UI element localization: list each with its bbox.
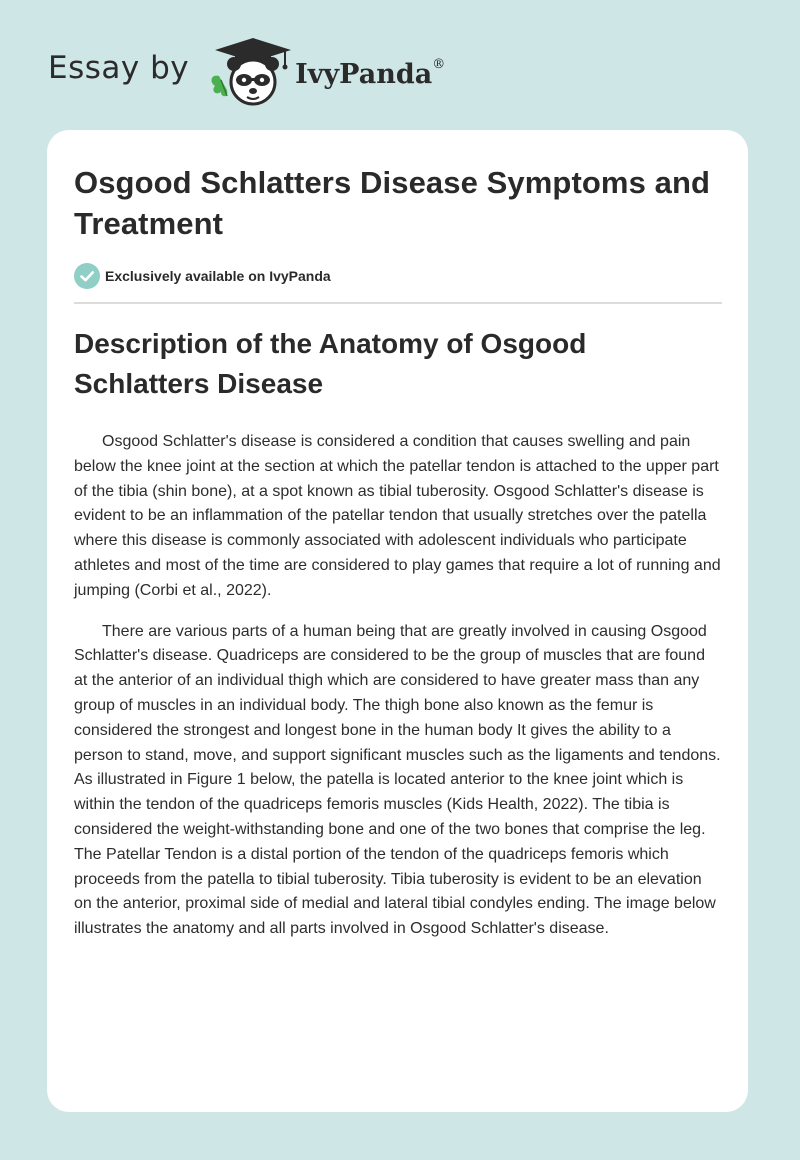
article-title: Osgood Schlatters Disease Symptoms and Treatment xyxy=(74,165,711,241)
brand-prefix: Essay by xyxy=(48,50,190,86)
article-card xyxy=(47,130,748,1112)
panda-graduate-icon xyxy=(205,36,293,108)
divider xyxy=(74,302,722,304)
exclusive-badge xyxy=(74,262,722,290)
brand-name: IvyPanda® xyxy=(295,56,446,90)
badge-text: Exclusively available on IvyPanda xyxy=(105,268,331,284)
site-brand[interactable] xyxy=(48,36,445,108)
check-circle-icon xyxy=(74,263,100,289)
section-heading: Description of the Anatomy of Osgood Schlatters Disease xyxy=(74,328,587,399)
paragraph-1: Osgood Schlatter's disease is considered a condition that causes swelling and pain below the knee joint at the section at which the patellar tendon is attached to the upper part of the tibia (shin bone), at a spot known as tibial tuberosity. Osgood Schlatter's disease is evident to be an inflammation of the patellar tendon that usually stretches over the patella where this disease is commonly associated with adolescent individuals who participate athletes and most of the time are considered to play games that require a lot of running and jumping (Corbi et al., 2022). xyxy=(74,433,721,599)
registered-mark: ® xyxy=(432,56,446,72)
paragraph-2: There are various parts of a human being that are greatly involved in causing Osgood Schlatter's disease. Quadriceps are considered to be the group of muscles that are found at the anterior of an individual thigh which are considered to have greater mass than any group of muscles in an individual body. The thigh bone also known as the femur is considered the strongest and longest bone in the human body It gives the ability to a person to stand, move, and support significant muscles such as the ligaments and tendons. As illustrated in Figure 1 below, the patella is located anterior to the knee joint which is within the tendon of the quadriceps femoris muscles (Kids Health, 2022). The tibia is considered the weight-withstanding bone and one of the two bones that comprise the leg. The Patellar Tendon is a distal portion of the tendon of the quadriceps femoris which proceeds from the patella to tibial tuberosity. Tibia tuberosity is evident to be an elevation on the anterior, proximal side of medial and lateral tibial condyles ending. The image below illustrates the anatomy and all parts involved in Osgood Schlatter's disease. xyxy=(74,622,721,938)
